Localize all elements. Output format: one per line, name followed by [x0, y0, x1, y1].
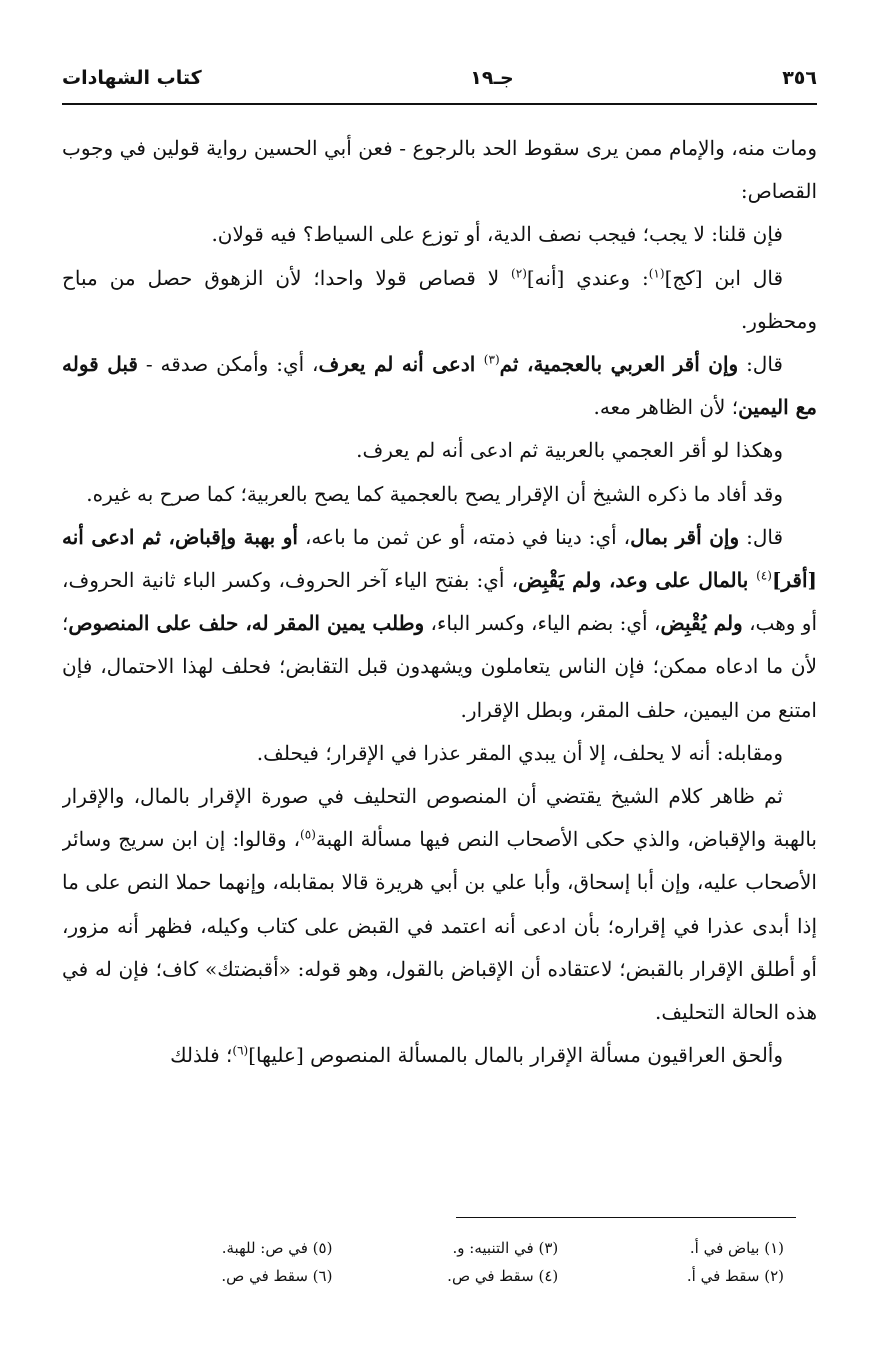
footnote-ref[interactable]: (٥): [300, 827, 316, 842]
footnote-divider: [456, 1217, 796, 1218]
bold-matn-text: وإن أقر بمال: [630, 524, 740, 549]
paragraph: [62, 429, 817, 472]
footnote-ref[interactable]: (٢): [511, 265, 527, 280]
footnote-3: (٣) في التنبيه: و.: [452, 1239, 559, 1257]
bold-matn-text: وإن أقر العربي بالعجمية، ثم: [499, 352, 739, 377]
paragraph-text: ، أي: بفتح الياء آخر الحروف، وكسر الباء ثانية الحروف، أو وهب،: [62, 568, 817, 636]
bold-matn-text: بالمال على وعد، ولم يَقْبِض: [518, 568, 757, 593]
volume-number: جـ١٩: [470, 67, 514, 89]
footnote-row: [120, 1234, 784, 1262]
paragraph-text: : وعندي [أنه]: [526, 265, 649, 290]
paragraph-text: ومات منه، والإمام ممن يرى سقوط الحد بالرجوع - فعن أبي الحسين رواية قولين في وجوب القصاص:: [62, 136, 817, 204]
paragraph-text: ، وقالوا: إن ابن سريج وسائر الأصحاب عليه، وإن أبا إسحاق، وأبا علي بن أبي هريرة قالا بمقابله، وإنهما حملا النص على ما إذا أبدى عذرا في إقراره؛ بأن ادعى أنه اعتمد في القبض على كتاب وكيله، فظهر أنه مزور، أو أطلق الإقرار بالقبض؛ لاعتقاده أن الإقباض بالقول، وهو قوله: «أقبضتك» كاف؛ فإن له في هذه الحالة التحليف.: [62, 827, 817, 1025]
paragraph-text: ؛ لأن الظاهر معه.: [593, 395, 739, 420]
paragraph: [62, 127, 817, 213]
paragraph-text: قال ابن [كج]: [664, 265, 784, 290]
paragraph: [62, 775, 817, 1034]
paragraph-text: ؛ فلذلك: [170, 1043, 233, 1068]
paragraph-text: وألحق العراقيون مسألة الإقرار بالمال بالمسألة المنصوص [عليها]: [248, 1043, 783, 1068]
bold-matn-text: وطلب يمين المقر له، حلف على المنصوص: [68, 611, 425, 636]
paragraph-text: قال:: [739, 524, 784, 549]
book-title: كتاب الشهادات: [62, 67, 202, 89]
footnote-4: (٤) سقط في ص.: [447, 1267, 559, 1285]
paragraph: [62, 1034, 817, 1077]
footnotes: [120, 1234, 784, 1290]
paragraph-text: قال:: [738, 352, 783, 377]
paragraph-text: ثم ظاهر كلام الشيخ يقتضي أن المنصوص التحليف في صورة الإقرار بالمال، والإقرار بالهبة والإقباض، والذي حكى الأصحاب النص فيها مسألة الهبة: [62, 784, 817, 852]
footnote-row: [120, 1262, 784, 1290]
page-number: ٣٥٦: [782, 67, 817, 89]
bold-matn-text: أو بهبة وإقباض، ثم ادعى أنه [أقر]: [62, 524, 817, 593]
paragraph: [62, 213, 817, 256]
paragraph: [62, 473, 817, 516]
bold-matn-text: ادعى أنه لم يعرف: [318, 352, 484, 377]
paragraph-text: لا قصاص قولا واحدا؛ لأن الزهوق حصل من مباح ومحظور.: [62, 265, 817, 333]
footnote-5: (٥) في ص: للهبة.: [221, 1239, 333, 1257]
bold-matn-text: قبل قوله مع اليمين: [62, 352, 817, 420]
footnote-ref[interactable]: (٣): [483, 352, 500, 367]
footnote-ref[interactable]: (٦): [232, 1043, 249, 1058]
header-divider: [62, 103, 817, 105]
paragraph-text: وقد أفاد ما ذكره الشيخ أن الإقرار يصح بالعجمية كما يصح بالعربية؛ كما صرح به غيره.: [86, 481, 783, 506]
footnote-2: (٢) سقط في أ.: [686, 1267, 784, 1285]
paragraph-text: ، أي: دينا في ذمته، أو عن ثمن ما باعه،: [298, 524, 631, 549]
footnote-ref[interactable]: (١): [648, 265, 665, 280]
paragraph-text: ، أي: وأمكن صدقه -: [137, 352, 319, 377]
paragraph-text: وهكذا لو أقر العجمي بالعربية ثم ادعى أنه لم يعرف.: [356, 438, 783, 463]
paragraph-text: ، أي: بضم الياء، وكسر الباء،: [424, 611, 661, 636]
footnote-ref[interactable]: (٤): [756, 568, 772, 583]
bold-matn-text: ولم يُقْبِض: [660, 611, 743, 636]
paragraph-text: ؛ لأن ما ادعاه ممكن؛ فإن الناس يتعاملون ويشهدون قبل التقابض؛ فحلف لهذا الاحتمال، فإن امتنع من اليمين، حلف المقر، وبطل الإقرار.: [62, 611, 817, 722]
paragraph: [62, 343, 817, 429]
paragraph-text: فإن قلنا: لا يجب؛ فيجب نصف الدية، أو توزع على السياط؟ فيه قولان.: [211, 222, 783, 247]
paragraph-text: ومقابله: أنه لا يحلف، إلا أن يبدي المقر عذرا في الإقرار؛ فيحلف.: [256, 740, 783, 765]
footnote-1: (١) بياض في أ.: [689, 1239, 784, 1257]
running-header: [62, 60, 817, 96]
paragraph: [62, 257, 817, 343]
paragraph: [62, 732, 817, 775]
paragraph: [62, 516, 817, 732]
main-text: [62, 127, 817, 1212]
footnote-6: (٦) سقط في ص.: [221, 1267, 333, 1285]
